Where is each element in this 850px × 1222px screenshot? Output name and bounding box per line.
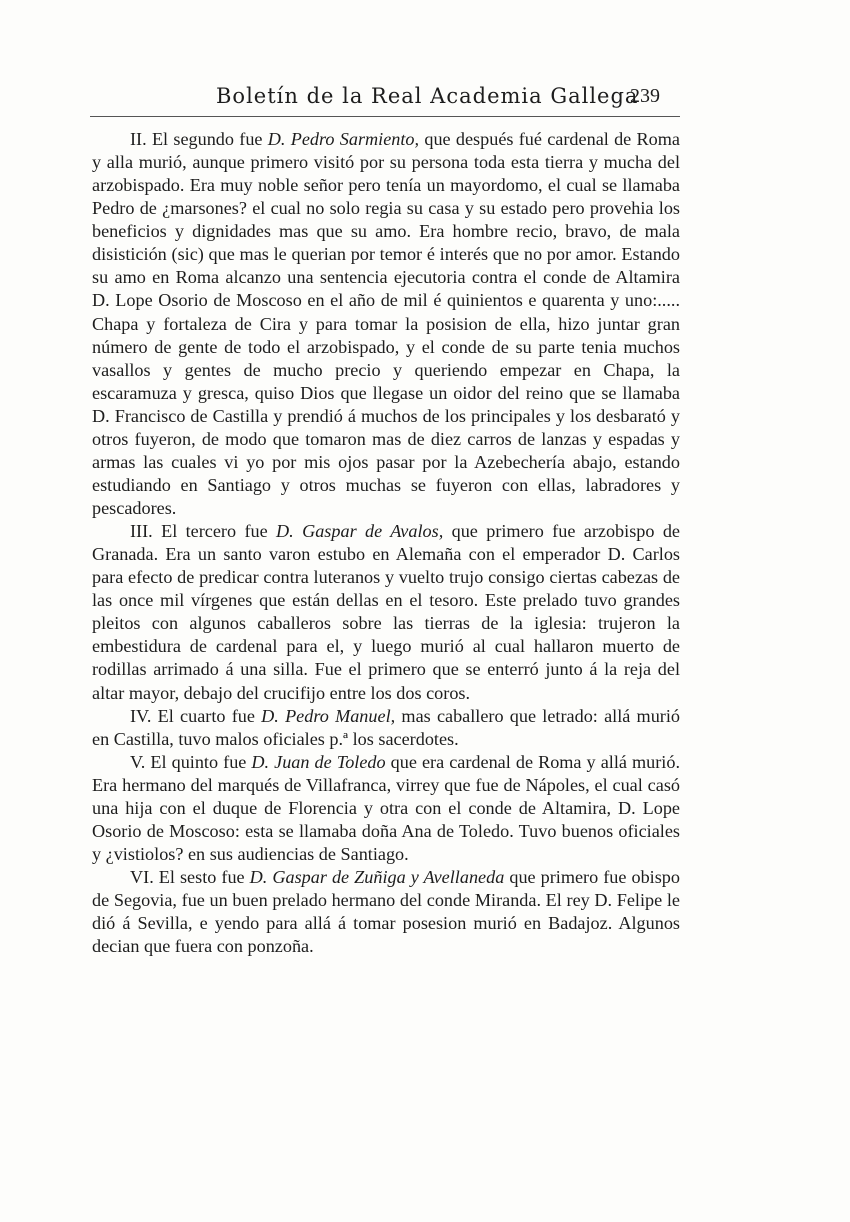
paragraph-vi: [92, 866, 680, 958]
numeral: II.: [130, 129, 147, 149]
numeral: IV.: [130, 705, 152, 726]
text-run: El quinto fue: [145, 751, 252, 772]
bishop-name: D. Juan de Toledo: [251, 751, 386, 772]
text-run: El segundo fue: [146, 129, 268, 149]
bishop-name: D. Gaspar de Avalos,: [276, 521, 444, 542]
text-run: El cuarto fue: [151, 705, 262, 726]
text-run: que después fué cardenal de Roma y alla murió, aunque primero visitó por su persona toda esta tierra y mucha del arzobispado. Era muy noble señor pero tenía un mayordomo, el cual se llamaba Pedro de ¿marsones? el cual no solo regia su casa y su estado pero provehia los beneficios y dignidades mas que su amo. Era hombre recio, bravo, de mala disistición (sic) que mas le querian por temor é interés que no por amor. Estando su amo en Roma alcanzo una sentencia ejecutoria contra el conde de Altamira D. Lope Osorio de Moscoso en el año de mil é quinientos e quarenta y uno:..... Chapa y fortaleza de Cira y para tomar la posision de ella, hizo juntar gran número de gente de todo el arzobispado, y el conde de su parte tenia muchos vasallos y gentes de mucho precio y queriendo empezar en Chapa, la escaramuza y gresca, quiso Dios que llegase un oidor del reino que se llamaba D. Francisco de Castilla y prendió á muchos de los principales y los desbarató y otros fuyeron, de modo que tomaron mas de diez carros de lanzas y espadas y armas las cuales vi yo por mis ojos pasar por la Azebechería abajo, estando estudiando en Santiago y otros muchas se fuyeron con ellas, labradores y pescadores.: [92, 129, 680, 518]
paragraph-v: [92, 751, 680, 866]
bishop-name: D. Pedro Manuel,: [261, 705, 396, 726]
text-run: que primero fue obispo de Segovia, fue un buen prelado hermano del conde Miranda. El rey D. Felipe le dió á Sevilla, e yendo para allá á tomar posesion murió en Badajoz. Algunos decian que fuera con ponzoña.: [92, 867, 680, 957]
text-run: mas caballero que letrado: allá murió en Castilla, tuvo malos oficiales p.ª los sacerdotes.: [92, 705, 681, 749]
paragraph-ii: [92, 128, 680, 520]
running-header: [90, 80, 680, 117]
journal-title: Boletín de la Real Academia Gallega: [216, 84, 639, 108]
numeral: V.: [130, 751, 146, 772]
numeral: VI.: [130, 867, 154, 887]
bishop-name: D. Gaspar de Zuñiga y Avellaneda: [249, 867, 505, 887]
numeral: III.: [130, 521, 153, 542]
paragraph-iv: [92, 705, 680, 751]
text-run: que era cardenal de Roma y allá murió. Era hermano del marqués de Villafranca, virrey que fue de Nápoles, el cual casó una hija con el duque de Florencia y otra con el conde de Altamira, D. Lope Osorio de Moscoso: esta se llamaba doña Ana de Toledo. Tuvo buenos oficiales y ¿vistiolos? en sus audiencias de Santiago.: [92, 751, 680, 864]
text-run: El tercero fue: [152, 521, 277, 542]
text-run: que primero fue arzobispo de Granada. Era un santo varon estubo en Alemaña con el emperador D. Carlos para efecto de predicar contra luteranos y vuelto trujo consigo ciertas cabezas de las once mil vírgenes que están dellas en el tesoro. Este prelado tuvo grandes pleitos con algunos caballeros sobre las tierras de la iglesia: trujeron la embestidura de cardenal para el, y luego murió al cual hallaron muerto de rodillas arrimado á una silla. Fue el primero que se enterró junto á la reja del altar mayor, debajo del crucifijo entre los dos coros.: [92, 521, 680, 703]
bishop-name: D. Pedro Sarmiento,: [267, 129, 420, 149]
page-number: 239: [630, 85, 660, 107]
paragraph-iii: [92, 520, 680, 705]
text-run: El sesto fue: [153, 867, 250, 887]
article-body: [92, 128, 680, 958]
